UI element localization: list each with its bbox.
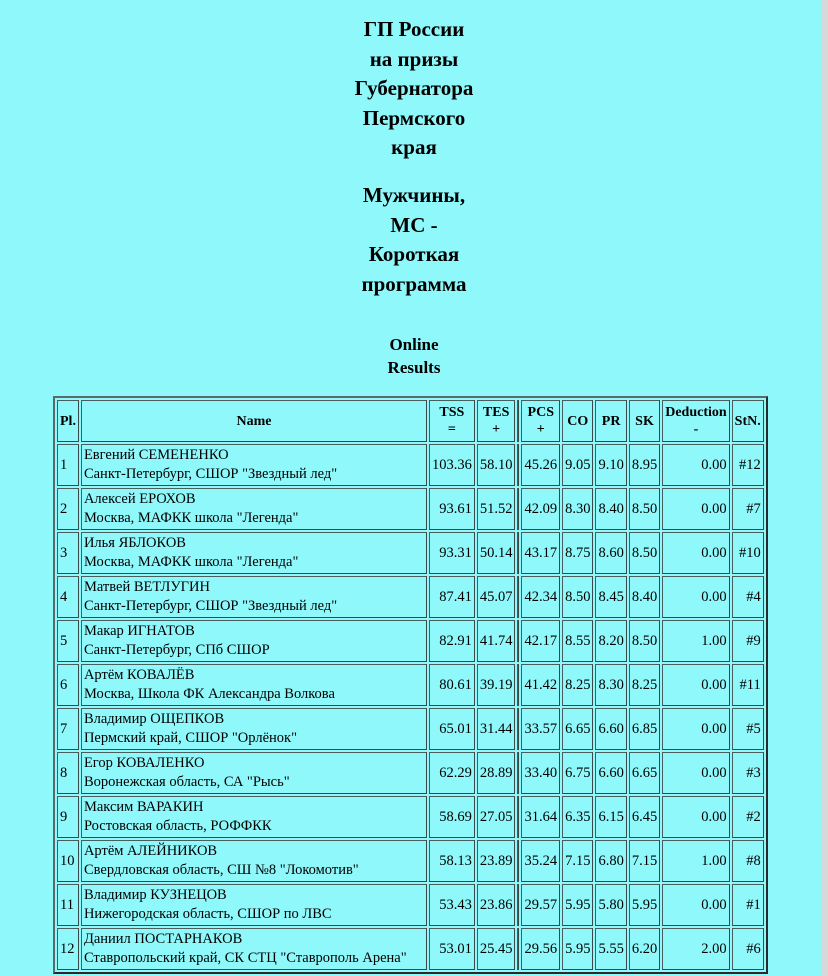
deduction-cell: 1.00 <box>662 840 729 882</box>
skater-cell <box>81 708 427 750</box>
skater-name: Владимир ОЩЕПКОВ <box>83 711 225 727</box>
stn-cell: #5 <box>732 708 764 750</box>
skater-name: Макар ИГНАТОВ <box>83 623 195 639</box>
tes-cell: 58.10 <box>477 444 516 486</box>
skater-name: Максим ВАРАКИН <box>83 799 204 815</box>
tss-cell: 62.29 <box>429 752 475 794</box>
table-row <box>57 840 764 882</box>
skater-name: Даниил ПОСТАРНАКОВ <box>83 931 243 947</box>
place-cell: 3 <box>57 532 79 574</box>
place-cell: 5 <box>57 620 79 662</box>
skater-club: Москва, МАФКК школа "Легенда" <box>83 554 299 570</box>
tes-cell: 23.89 <box>477 840 516 882</box>
tss-cell: 53.01 <box>429 928 475 970</box>
sk-cell: 6.20 <box>629 928 660 970</box>
stn-cell: #2 <box>732 796 764 838</box>
tes-cell: 51.52 <box>477 488 516 530</box>
co-cell: 9.05 <box>562 444 593 486</box>
stn-cell: #12 <box>732 444 764 486</box>
pr-cell: 8.45 <box>595 576 626 618</box>
header-gap <box>517 400 519 442</box>
tes-cell: 39.19 <box>477 664 516 706</box>
deduction-cell: 0.00 <box>662 708 729 750</box>
co-cell: 6.35 <box>562 796 593 838</box>
deduction-cell: 2.00 <box>662 928 729 970</box>
place-cell: 10 <box>57 840 79 882</box>
table-row <box>57 488 764 530</box>
skater-name: Егор КОВАЛЕНКО <box>83 755 205 771</box>
tes-cell: 41.74 <box>477 620 516 662</box>
stn-cell: #7 <box>732 488 764 530</box>
skater-name: Матвей ВЕТЛУГИН <box>83 579 210 595</box>
deduction-cell: 0.00 <box>662 576 729 618</box>
header-deduction: Deduction - <box>662 400 729 442</box>
gap-cell <box>517 752 519 794</box>
skater-cell <box>81 488 427 530</box>
deduction-cell: 0.00 <box>662 488 729 530</box>
deduction-cell: 0.00 <box>662 532 729 574</box>
sk-cell: 8.50 <box>629 488 660 530</box>
table-row <box>57 620 764 662</box>
tss-cell: 82.91 <box>429 620 475 662</box>
skater-cell <box>81 884 427 926</box>
sk-cell: 7.15 <box>629 840 660 882</box>
sk-cell: 6.65 <box>629 752 660 794</box>
table-row <box>57 444 764 486</box>
table-row <box>57 752 764 794</box>
tss-cell: 93.61 <box>429 488 475 530</box>
skater-cell <box>81 796 427 838</box>
tes-cell: 50.14 <box>477 532 516 574</box>
tss-cell: 87.41 <box>429 576 475 618</box>
skater-club: Воронежская область, СА "Рысь" <box>83 774 290 790</box>
table-row <box>57 708 764 750</box>
skater-club: Санкт-Петербург, СШОР "Звездный лед" <box>83 466 338 482</box>
gap-cell <box>517 488 519 530</box>
category-title: Мужчины, МС - Короткая программа <box>361 183 467 296</box>
table-row <box>57 928 764 970</box>
skater-club: Москва, Школа ФК Александра Волкова <box>83 686 335 702</box>
pcs-cell: 35.24 <box>521 840 560 882</box>
gap-cell <box>517 444 519 486</box>
table-row <box>57 576 764 618</box>
tss-cell: 80.61 <box>429 664 475 706</box>
co-cell: 5.95 <box>562 928 593 970</box>
pcs-cell: 31.64 <box>521 796 560 838</box>
place-cell: 1 <box>57 444 79 486</box>
table-row <box>57 532 764 574</box>
place-cell: 7 <box>57 708 79 750</box>
deduction-cell: 0.00 <box>662 796 729 838</box>
event-title: ГП России на призы Губернатора Пермского края <box>354 17 474 159</box>
skater-club: Москва, МАФКК школа "Легенда" <box>83 510 299 526</box>
pcs-cell: 42.09 <box>521 488 560 530</box>
co-cell: 5.95 <box>562 884 593 926</box>
pr-cell: 9.10 <box>595 444 626 486</box>
skater-cell <box>81 752 427 794</box>
deduction-cell: 0.00 <box>662 444 729 486</box>
co-cell: 8.50 <box>562 576 593 618</box>
results-heading: Online Results <box>387 335 441 377</box>
pcs-cell: 41.42 <box>521 664 560 706</box>
tes-cell: 31.44 <box>477 708 516 750</box>
skater-cell <box>81 620 427 662</box>
gap-cell <box>517 664 519 706</box>
stn-cell: #10 <box>732 532 764 574</box>
skater-name: Алексей ЕРОХОВ <box>83 491 196 507</box>
place-cell: 12 <box>57 928 79 970</box>
co-cell: 6.75 <box>562 752 593 794</box>
header-pr: PR <box>595 400 626 442</box>
header-stn: StN. <box>732 400 764 442</box>
stn-cell: #8 <box>732 840 764 882</box>
skater-club: Нижегородская область, СШОР по ЛВС <box>83 906 332 922</box>
stn-cell: #11 <box>732 664 764 706</box>
deduction-cell: 0.00 <box>662 664 729 706</box>
stn-cell: #3 <box>732 752 764 794</box>
skater-cell <box>81 840 427 882</box>
co-cell: 8.30 <box>562 488 593 530</box>
sk-cell: 8.25 <box>629 664 660 706</box>
deduction-cell: 0.00 <box>662 884 729 926</box>
results-table <box>53 396 768 974</box>
skater-cell <box>81 532 427 574</box>
skater-club: Ростовская область, РОФФКК <box>83 818 272 834</box>
skater-club: Санкт-Петербург, СПб СШОР <box>83 642 270 658</box>
tss-cell: 58.13 <box>429 840 475 882</box>
skater-cell <box>81 576 427 618</box>
header-tes: TES + <box>477 400 516 442</box>
table-row <box>57 796 764 838</box>
gap-cell <box>517 884 519 926</box>
pr-cell: 5.80 <box>595 884 626 926</box>
pr-cell: 8.60 <box>595 532 626 574</box>
skater-name: Илья ЯБЛОКОВ <box>83 535 186 551</box>
place-cell: 8 <box>57 752 79 794</box>
sk-cell: 6.85 <box>629 708 660 750</box>
pcs-cell: 33.57 <box>521 708 560 750</box>
table-row <box>57 884 764 926</box>
gap-cell <box>517 928 519 970</box>
skater-cell <box>81 928 427 970</box>
skater-cell <box>81 444 427 486</box>
pcs-cell: 33.40 <box>521 752 560 794</box>
co-cell: 8.25 <box>562 664 593 706</box>
tss-cell: 58.69 <box>429 796 475 838</box>
sk-cell: 8.50 <box>629 532 660 574</box>
pr-cell: 8.30 <box>595 664 626 706</box>
table-header-row <box>57 400 764 442</box>
stn-cell: #9 <box>732 620 764 662</box>
sk-cell: 6.45 <box>629 796 660 838</box>
place-cell: 4 <box>57 576 79 618</box>
pr-cell: 6.60 <box>595 708 626 750</box>
sk-cell: 8.40 <box>629 576 660 618</box>
tes-cell: 27.05 <box>477 796 516 838</box>
pr-cell: 5.55 <box>595 928 626 970</box>
gap-cell <box>517 532 519 574</box>
co-cell: 8.55 <box>562 620 593 662</box>
header-place: Pl. <box>57 400 79 442</box>
sk-cell: 8.95 <box>629 444 660 486</box>
gap-cell <box>517 620 519 662</box>
skater-club: Свердловская область, СШ №8 "Локомотив" <box>83 862 359 878</box>
sk-cell: 5.95 <box>629 884 660 926</box>
tes-cell: 28.89 <box>477 752 516 794</box>
skater-name: Артём КОВАЛЁВ <box>83 667 195 683</box>
header-tss: TSS = <box>429 400 475 442</box>
tss-cell: 65.01 <box>429 708 475 750</box>
header-co: CO <box>562 400 593 442</box>
gap-cell <box>517 796 519 838</box>
skater-name: Евгений СЕМЕНЕНКО <box>83 447 229 463</box>
sk-cell: 8.50 <box>629 620 660 662</box>
pcs-cell: 29.57 <box>521 884 560 926</box>
deduction-cell: 0.00 <box>662 752 729 794</box>
pcs-cell: 42.17 <box>521 620 560 662</box>
header-sk: SK <box>629 400 660 442</box>
tss-cell: 103.36 <box>429 444 475 486</box>
tss-cell: 53.43 <box>429 884 475 926</box>
pcs-cell: 43.17 <box>521 532 560 574</box>
tes-cell: 25.45 <box>477 928 516 970</box>
place-cell: 2 <box>57 488 79 530</box>
skater-name: Владимир КУЗНЕЦОВ <box>83 887 227 903</box>
deduction-cell: 1.00 <box>662 620 729 662</box>
stn-cell: #4 <box>732 576 764 618</box>
header-pcs: PCS + <box>521 400 560 442</box>
stn-cell: #1 <box>732 884 764 926</box>
skater-club: Пермский край, СШОР "Орлёнок" <box>83 730 297 746</box>
pr-cell: 6.60 <box>595 752 626 794</box>
skater-cell <box>81 664 427 706</box>
header-name: Name <box>81 400 427 442</box>
place-cell: 6 <box>57 664 79 706</box>
place-cell: 11 <box>57 884 79 926</box>
co-cell: 7.15 <box>562 840 593 882</box>
pr-cell: 8.20 <box>595 620 626 662</box>
pr-cell: 6.80 <box>595 840 626 882</box>
co-cell: 6.65 <box>562 708 593 750</box>
table-row <box>57 664 764 706</box>
tes-cell: 23.86 <box>477 884 516 926</box>
co-cell: 8.75 <box>562 532 593 574</box>
stn-cell: #6 <box>732 928 764 970</box>
tes-cell: 45.07 <box>477 576 516 618</box>
tss-cell: 93.31 <box>429 532 475 574</box>
skater-club: Ставропольский край, СК СТЦ "Ставрополь Арена" <box>83 950 407 966</box>
place-cell: 9 <box>57 796 79 838</box>
skater-club: Санкт-Петербург, СШОР "Звездный лед" <box>83 598 338 614</box>
gap-cell <box>517 708 519 750</box>
pr-cell: 6.15 <box>595 796 626 838</box>
pcs-cell: 42.34 <box>521 576 560 618</box>
gap-cell <box>517 840 519 882</box>
pcs-cell: 45.26 <box>521 444 560 486</box>
skater-name: Артём АЛЕЙНИКОВ <box>83 843 218 859</box>
gap-cell <box>517 576 519 618</box>
pr-cell: 8.40 <box>595 488 626 530</box>
pcs-cell: 29.56 <box>521 928 560 970</box>
